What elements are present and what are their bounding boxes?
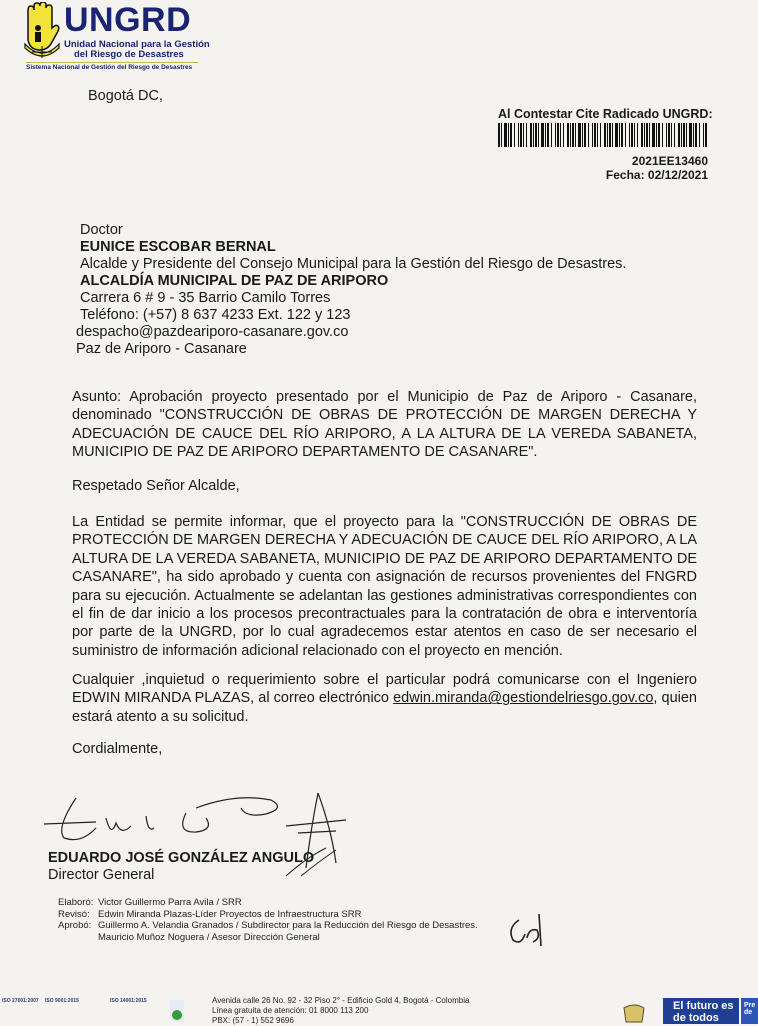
barcode-bar xyxy=(541,123,544,147)
barcode-bar xyxy=(615,123,618,147)
credit-value: Edwin Miranda Plazas-Líder Proyectos de Infraestructura SRR xyxy=(98,908,362,920)
barcode-bar xyxy=(649,123,650,147)
greeting: Respetado Señor Alcalde, xyxy=(72,478,240,494)
credit-label: Revisó: xyxy=(58,908,90,920)
certification-seal-icon xyxy=(170,1000,184,1022)
initials-mark xyxy=(505,910,550,950)
credits-list xyxy=(58,897,478,943)
logo-subtitle-2: del Riesgo de Desastres xyxy=(74,49,184,60)
barcode-bar xyxy=(510,123,512,147)
credit-value: Mauricio Muñoz Noguera / Asesor Dirección General xyxy=(98,931,320,943)
barcode-bar xyxy=(597,123,598,147)
barcode-bar xyxy=(637,123,638,147)
barcode-bar xyxy=(646,123,648,147)
iso-cert-badge: ISO 9001:2015 xyxy=(45,998,79,1004)
barcode-bar xyxy=(584,123,586,147)
government-banner: El futuro es de todos xyxy=(663,998,739,1024)
barcode-bar xyxy=(526,123,527,147)
closing: Cordialmente, xyxy=(72,741,163,757)
radicado-label: Al Contestar Cite Radicado UNGRD: xyxy=(498,107,713,121)
barcode-bar xyxy=(634,123,635,147)
barcode-bar xyxy=(668,123,670,147)
ungrd-logo xyxy=(22,2,212,72)
barcode-icon xyxy=(498,123,708,147)
barcode-bar xyxy=(604,123,606,147)
barcode-bar xyxy=(705,123,707,147)
barcode-bar xyxy=(695,123,697,147)
radicado-number: 2021EE13460 xyxy=(631,154,708,168)
recipient-title: Doctor xyxy=(80,222,123,238)
barcode-bar xyxy=(619,123,620,147)
barcode-bar xyxy=(674,123,675,147)
footer-pbx: PBX: (57 - 1) 552 9696 xyxy=(212,1016,294,1025)
credit-value: Victor Guillermo Parra Avila / SRR xyxy=(98,897,242,908)
colombia-coat-of-arms-icon xyxy=(622,1002,646,1024)
barcode-bar xyxy=(625,123,626,147)
barcode-bar xyxy=(518,123,519,147)
barcode-bar xyxy=(594,123,596,147)
barcode-bar xyxy=(560,123,561,147)
credit-row xyxy=(58,920,478,932)
barcode-bar xyxy=(699,123,700,147)
barcode-bar xyxy=(678,123,680,147)
barcode-bar xyxy=(575,123,576,147)
subject-paragraph: Asunto: Aprobación proyecto presentado por el Municipio de Paz de Ariporo - Casanare, denominado "CONSTRUCCIÓN DE OBRAS DE PROTECCIÓN DE MARGEN DERECHA Y ADECUACIÓN DE CAUCE DEL RÍO ARIPORO, A LA ALTURA DE LA VEREDA SABANETA, MUNICIPIO DE PAZ DE ARIPORO DEPARTAMENTO DE CASANARE". xyxy=(72,389,697,461)
credit-row xyxy=(58,932,478,944)
signature-block xyxy=(48,850,314,884)
barcode-bar xyxy=(514,123,515,147)
barcode-bar xyxy=(551,123,552,147)
barcode-bar xyxy=(689,123,692,147)
barcode-bar xyxy=(631,123,633,147)
barcode-bar xyxy=(592,123,593,147)
barcode-bar xyxy=(504,123,507,147)
barcode-bar xyxy=(523,123,524,147)
barcode-bar xyxy=(508,123,509,147)
contact-text-after: , quien estará atento a su solicitud. xyxy=(72,690,697,725)
barcode-bar xyxy=(563,123,564,147)
iso-cert-badge: ISO 27001:2007 xyxy=(2,998,39,1004)
recipient-location: Paz de Ariporo - Casanare xyxy=(76,341,247,357)
barcode-bar xyxy=(686,123,687,147)
barcode-bar xyxy=(683,123,685,147)
radicado-date: Fecha: 02/12/2021 xyxy=(605,168,708,182)
barcode-bar xyxy=(609,123,611,147)
credit-value: Guillermo A. Velandia Granados / Subdirector para la Reducción del Riesgo de Desastres. xyxy=(98,920,478,932)
recipient-phone: Teléfono: (+57) 8 637 4233 Ext. 122 y 123 xyxy=(80,307,351,323)
iso-cert-badge: ISO 14001:2015 xyxy=(110,998,147,1004)
barcode-bar xyxy=(607,123,608,147)
barcode-bar xyxy=(656,123,657,147)
barcode-bar xyxy=(572,123,574,147)
barcode-bar xyxy=(658,123,660,147)
recipient-name: EUNICE ESCOBAR BERNAL xyxy=(80,239,276,255)
barcode-bar xyxy=(666,123,667,147)
barcode-bar xyxy=(578,123,581,147)
recipient-entity: ALCALDÍA MUNICIPAL DE PAZ DE ARIPORO xyxy=(80,273,389,289)
recipient-address: Carrera 6 # 9 - 35 Barrio Camilo Torres xyxy=(80,290,331,306)
body-paragraph: La Entidad se permite informar, que el proyecto para la "CONSTRUCCIÓN DE OBRAS DE PROTECCIÓN DE MARGEN DERECHA Y ADECUACIÓN DE CAUCE DEL RÍO ARIPORO, A LA ALTURA DE LA VEREDA SABANETA, MUNICIPIO DE PAZ DE ARIPORO DEPARTAMENTO DE CASANARE", ha sido aprobado y cuenta con asignación de recursos provenientes del FNGRD para su ejecución. Actualmente se adelantan las gestiones administrativas correspondientes con el fin de dar inicio a los procesos precontractuales para la contratación de obra e interventoría por parte de la UNGRD, por lo cual agradecemos estar atentos en caso de ser necesario el suministro de información adicional relacionado con el proyecto en mención. xyxy=(72,514,697,659)
recipient-email[interactable]: despacho@pazdeariporo-casanare.gov.co xyxy=(76,324,349,340)
barcode-bar xyxy=(582,123,583,147)
barcode-bar xyxy=(555,123,556,147)
logo-divider xyxy=(26,62,198,63)
barcode-bar xyxy=(703,123,704,147)
barcode-bar xyxy=(533,123,534,147)
barcode-bar xyxy=(530,123,532,147)
barcode-bar xyxy=(612,123,613,147)
footer-address: Avenida calle 26 No. 92 - 32 Piso 2° - Edificio Gold 4, Bogotá - Colombia xyxy=(212,996,470,1005)
hand-shield-icon xyxy=(22,2,62,60)
barcode-bar xyxy=(681,123,682,147)
contact-paragraph xyxy=(72,671,697,726)
barcode-bar xyxy=(588,123,589,147)
barcode-bar xyxy=(570,123,571,147)
barcode-bar xyxy=(693,123,694,147)
footer-hotline: Línea gratuita de atención: 01 8000 113 200 xyxy=(212,1006,369,1015)
logo-subtitle-1: Unidad Nacional para la Gestión xyxy=(64,39,210,50)
barcode-bar xyxy=(538,123,539,147)
barcode-bar xyxy=(671,123,672,147)
barcode-bar xyxy=(652,123,655,147)
credit-label: Aprobó: xyxy=(58,920,92,932)
contact-text-before: Cualquier ,inquietud o requerimiento sobre el particular podrá comunicarse con el Ingeniero EDWIN MIRANDA PLAZAS, al correo electrónico xyxy=(72,672,697,707)
signer-name: EDUARDO JOSÉ GONZÁLEZ ANGULO xyxy=(48,850,315,866)
city-line: Bogotá DC, xyxy=(88,88,163,104)
barcode-bar xyxy=(520,123,522,147)
barcode-bar xyxy=(644,123,645,147)
barcode-bar xyxy=(501,123,502,147)
footer-contact xyxy=(212,996,469,1026)
contact-email-link[interactable]: edwin.miranda@gestiondelriesgo.gov.co xyxy=(393,690,654,707)
barcode-bar xyxy=(641,123,643,147)
recipient-position: Alcalde y Presidente del Consejo Municipal para la Gestión del Riesgo de Desastres. xyxy=(80,256,627,272)
credit-label: Elaboró: xyxy=(58,897,94,908)
barcode-bar xyxy=(629,123,630,147)
government-banner-secondary: Pre de xyxy=(741,998,758,1024)
barcode-bar xyxy=(545,123,546,147)
barcode-bar xyxy=(567,123,569,147)
barcode-bar xyxy=(498,123,500,147)
barcode-bar xyxy=(600,123,601,147)
barcode-bar xyxy=(535,123,537,147)
barcode-bar xyxy=(547,123,549,147)
barcode-bar xyxy=(621,123,623,147)
credit-row xyxy=(58,909,478,921)
signer-role: Director General xyxy=(48,867,155,883)
credit-row xyxy=(58,897,478,909)
logo-system-text: Sistema Nacional de Gestión del Riesgo de Desastres xyxy=(26,64,193,71)
footer xyxy=(0,992,758,1024)
radicado-block xyxy=(498,107,713,182)
barcode-bar xyxy=(662,123,663,147)
barcode-bar xyxy=(557,123,559,147)
logo-title: UNGRD xyxy=(64,1,192,39)
